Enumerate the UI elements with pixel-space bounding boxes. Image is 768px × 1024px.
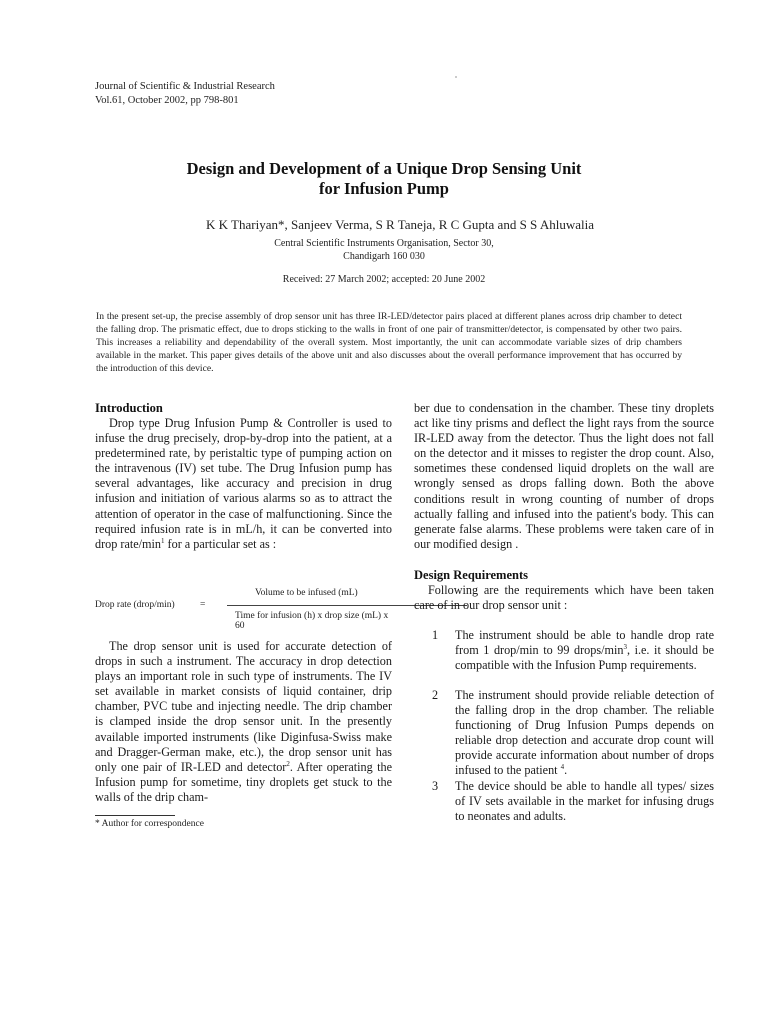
intro-p2-text-end: . After operating the Infusion pump for sometime, tiny droplets get stuck to the walls of the drip cham- [95,759,392,804]
citation-2: 2 [286,759,290,768]
formula-label: Drop rate (drop/min) [95,600,175,610]
intro-p1-text-end: for a particular set as : [164,536,277,551]
affiliation [0,237,768,263]
design-requirements-heading: Design Requirements [414,568,529,582]
requirement-number: 2 [432,688,439,702]
requirement-text-a: The instrument should be able to handle drop rate from 1 drop/min to 99 drops/min [455,628,714,658]
formula-equals: = [200,600,206,610]
author-list: K K Thariyan*, Sanjeev Verma, S R Taneja, R C Gupta and S S Ahluwalia [206,217,594,232]
design-requirements-intro: Following are the requirements which have been taken care of in our drop sensor unit : [414,583,714,613]
abstract: In the present set-up, the precise assembly of drop sensor unit has three IR-LED/detector pairs placed at different planes across drip chamber to detect the falling drop. The prismatic effect, due to drops sticking to the walls in front of one pair of transmitter/detector, is compensated by other two pairs. This increases a reliability and dependability of the overall system. Most importantly, the unit can accommodate variable sizes of drip chambers available in the market. This paper gives details of the above unit and also discusses about the overall performance improvement that has occurred by the introduction of this device. [96,311,682,375]
drop-rate-formula [95,585,395,631]
journal-header [95,80,275,108]
formula-numerator: Volume to be infused (mL) [255,588,358,598]
formula-denominator: Time for infusion (h) x drop size (mL) x 60 [235,611,389,631]
introduction-continued: ber due to condensation in the chamber. These tiny droplets act like tiny prisms and deflect the light rays from the source IR-LED away from the detector. Thus the light does not fall on the detector and it misses to register the drop count. Also, sometimes these condensed liquid droplets on the wall are wrongly sensed as drops falling down. Both the above conditions result in wrong counting of number of drops actually falling and infused into the patient's body. This can generate false alarms. These problems were taken care of in our modified design . [414,401,714,551]
introduction-paragraph-2 [95,639,392,805]
introduction-paragraph-1 [95,416,392,552]
affiliation-line-2: Chandigarh 160 030 [343,251,425,262]
requirement-text-b: . [564,763,568,778]
citation-3: 3 [623,643,627,652]
requirement-text [455,688,714,779]
scan-speck [455,76,457,78]
journal-name: Journal of Scientific & Industrial Research [95,81,275,92]
title-line-1: Design and Development of a Unique Drop Sensing Unit [186,159,582,178]
footnote-rule [95,815,175,816]
intro-p1-text: Drop type Drug Infusion Pump & Controller is used to infuse the drug precisely, drop-by-drop into the patient, at a predetermined rate, by peristaltic type of pumping action on the intravenous (IV) set tube. The Drug Infusion pump has several advantages, like accuracy and precision in drug infusion and initiation of various alarms so as to attract the attention of operator in the case of malfunctioning. Since the required infusion rate is in mL/h, it can be converted into drop rate/min [95,416,392,551]
requirement-text [455,628,714,673]
intro-p2-text: The drop sensor unit is used for accurate detection of drops in such a instrument. The accuracy in drop detection plays an important role in such type of instruments. The IV set available in market consists of liquid container, drip chamber, PVC tube and injecting needle. The drip chamber is clamped inside the drop sensor unit. In the presently available imported instruments (like Diginfusa-Swiss make and Dragger-German make, etc.), the drop sensor unit has only one pair of IR-LED and detector [95,639,392,774]
citation-1: 1 [161,536,165,545]
requirement-number: 1 [432,628,439,642]
requirements-list [414,628,714,828]
requirement-text-a: The device should be able to handle all types/ sizes of IV sets available in the market for infusing drugs to neonates and adults. [455,779,714,824]
requirement-text-b: , i.e. it should be compatible with the Infusion Pump requirements. [455,643,714,673]
citation-4: 4 [560,763,565,772]
title-line-2: for Infusion Pump [319,179,449,198]
affiliation-line-1: Central Scientific Instruments Organisation, Sector 30, [274,238,494,249]
received-dates: Received: 27 March 2002; accepted: 20 June 2002 [282,274,486,285]
journal-volume: Vol.61, October 2002, pp 798-801 [95,95,239,106]
requirement-text [455,779,714,824]
introduction-heading: Introduction [95,401,163,415]
requirement-number: 3 [432,779,439,793]
paper-title [0,159,768,199]
requirement-text-a: The instrument should provide reliable detection of the falling drop in the drop chamber. The reliable functioning of Drug Infusion Pumps depends on reliable drop detection and accurate drop count will provide accurate information about number of drops infused to the patient [455,688,714,778]
footnote: * Author for correspondence [95,819,204,829]
